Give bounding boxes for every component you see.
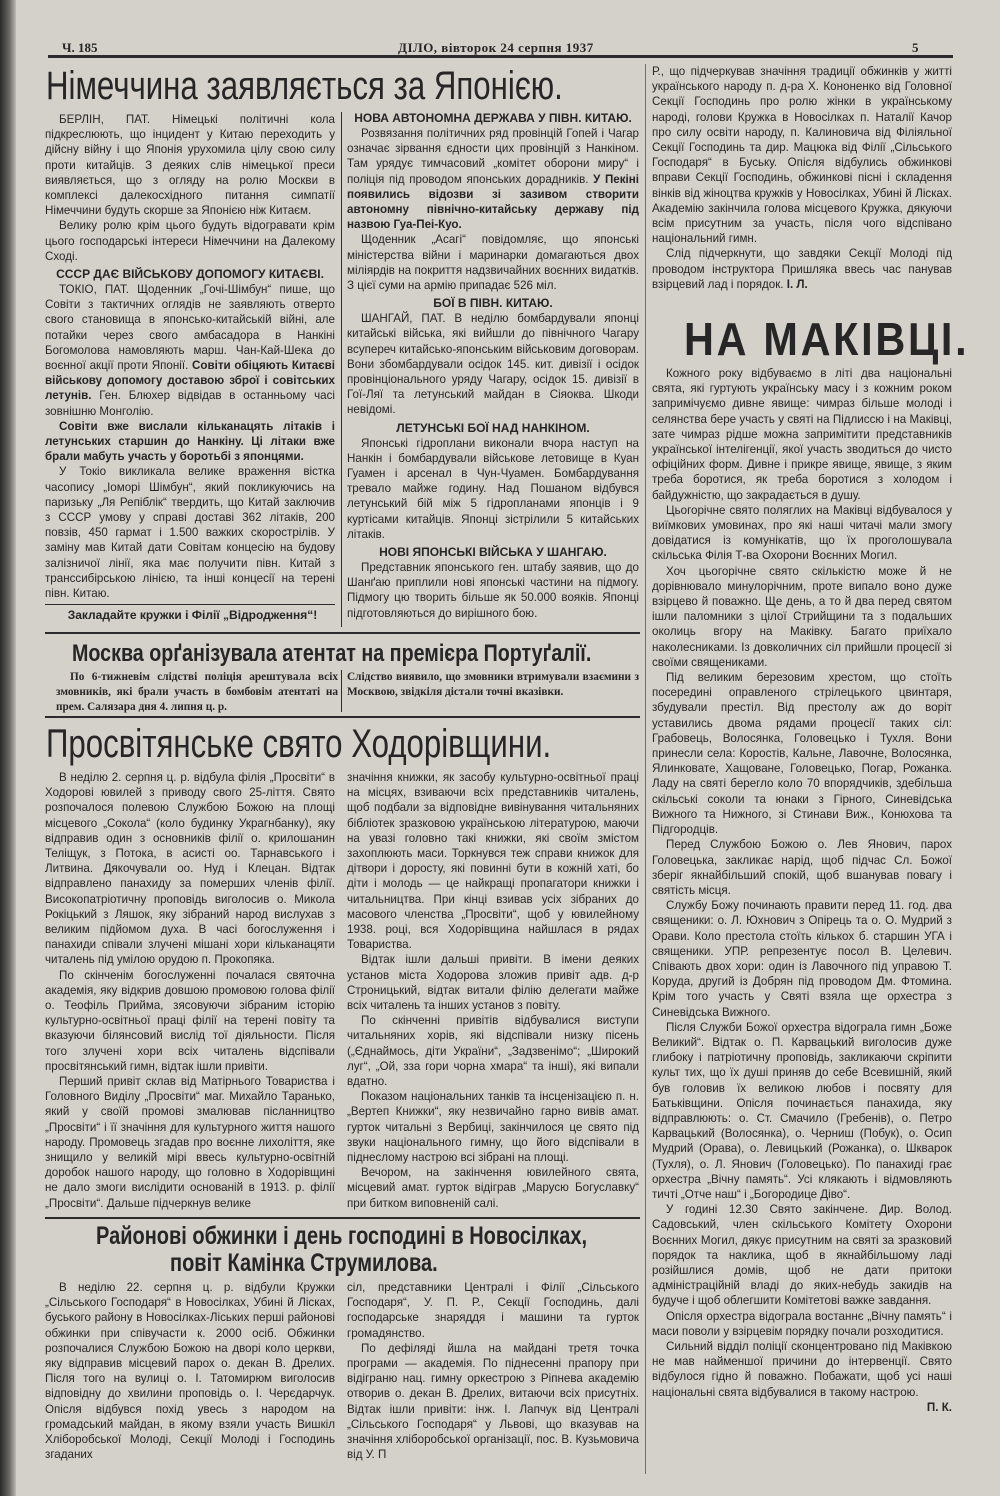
divider: [45, 604, 335, 605]
paragraph: По 6-тижневім слідстві поліція арештувала всіх змовників, які брали участь в бомбовім атентаті на прем. Салязара дня 4. липня ц. р.: [56, 671, 338, 714]
germany-column-left: [45, 112, 335, 612]
headline-moscow: Москва орґанізувала атентат на премієра Портуґалії.: [72, 640, 592, 667]
divider: [45, 716, 640, 718]
germany-column-right: [347, 108, 639, 628]
moscow-right: [347, 670, 639, 718]
paragraph: Щоденник „Асагі“ повідомляє, що японські міністерства війни і маринарки домагаються двох міліярдів на покриття надзвичайних воєнних видатків. З цієї суми на армію припадає 526 міл.: [347, 233, 639, 293]
paragraph: БЕРЛІН, ПАТ. Німецькі політичні кола підкреслюють, що інцидент у Китаю переходить у дійсну війну і що Японія урухомила цілу свою силу проти китайців. З деяких слів німецької преси виявляється, що з огляду на ролю Москви в комплексі далекосхідного питання симпатії Німеччини будуть скорше за Японією ніж Китаєм.: [45, 113, 335, 218]
paragraph: Хоч цьогорічне свято скількістю може й не дорівнювало минулорічним, проте випало воно дуже взірцево й поважно. Ще день, а то й два перед святом ішли паломники з цілої Стрийщини та з подальших околиць вгору на Маківку. Багато приїхало наколесниками. Із довколичних сіл прийшли процесії зі своїми священиками.: [652, 564, 952, 669]
paragraph: ШАНГАЙ, ПАТ. В неділю бомбардували японці китайські війська, які вийшли до північного Чагару всупереч китайсько-японським військовим договорам. Вони збомбардували осідок 145. кит. дивізії і осідок провінціонального уряду Чагару, осідок 15. дивізії в Гої-Ляї та летунський майдан в Сіяоква. Шкоди невідомі.: [347, 312, 639, 417]
paragraph: Після Служби Божої орхестра відограла гимн „Боже Великий“. Відтак о. П. Карвацький виголосив дуже глибоку і патріотичну проповідь, закликаючи скріпити культ тих, що їх душі приняв до себе Всевишній, який був головив їх великою любов і посвяту для Батьківщини. Опісля починається панахида, яку відправлюють: о. Ст. Смачило (Гребенів), о. Петро Карвацький (Волосянка), о. Черниш (Побук), о. Осип Мудрий (Орава), о. Левицький (Рожанка), о. Шкварок (Тухля), о. Л. Янович (Головецько). По панахиді грає орхестра „Вічну память“. Усі клякають і відмовляють тичті „Отче наш“ і „Богородице Діво“.: [652, 1020, 952, 1201]
column-rule: [341, 670, 342, 712]
obzhynky-continuation: [652, 64, 952, 304]
paragraph: Під великим березовим хрестом, що стоїть посередині оправленого стрілецького цвинтаря, збудували престіл. Від престолу аж до воріт уставились двома рядами процесії таких сіл: Грабовець, Волосянка, Головецько і Тухля. Вони принесли села: Коростів, Кальне, Лавочне, Волосянка, Ялинковате, Хащоване, Головецько, Погар, Рожанка. Ладу на святі берегло коло 70 впорядчиків, здебільша скільські соколи та юнаки з Гірного, Синевідська Вижного та Нижного, зі Стинави Виж., Конюхова та Підгородців.: [652, 671, 952, 837]
paragraph: Совіти вже вислали кільканацять літаків і летунських старшин до Нанкіну. Ці літаки вже брали мабуть участь у боротьбі з японцями.: [45, 419, 335, 464]
paragraph: Слідство виявило, що змовники втримували взаємини з Москвою, звідкіля дістали точні вказівки.: [347, 671, 639, 699]
divider: [45, 632, 640, 634]
paragraph: Сильний відділ поліції сконцентровано під Маківкою не мав найменшої причини до інтервенції. Свято відбулося гідно й поважно. Побажати, щоб усі наші національні свята відбувалися в такому настрою.: [652, 1340, 952, 1399]
bold-text: У Пекіні появились відозви зі зазивом створити автономну північно-китайську державу під назвою Гуа-Пеі-Куо.: [347, 172, 639, 232]
moscow-left: [56, 670, 338, 718]
paragraph: Перший привіт склав від Матірнього Товариства і Головного Виділу „Просвіти“ маг. Михайло Таранько, який у своїй промові змалював післанництво „Просвіти“ і її значіння для культурного життя нашого народу. Промовець згадав про воєнне лихоліття, яке знищило у великій мірі ввесь культурно-освітній доробок нашого народу, що головно в Ходорівщині не дало змоги вислідити основаній в 1913. р. філії „Просвіти“. Дальше підчеркнув велике: [45, 1075, 335, 1210]
obzhynky-column-right: [347, 1280, 639, 1475]
subheading: НОВА АВТОНОМНА ДЕРЖАВА У ПІВН. КИТАЮ.: [354, 111, 632, 125]
paragraph: Японські гідроплани виконали вчора наступ на Нанкін і бомбардували військове летовище в Куан Гуамен і арсенал в Чун-Чуамен. Бомбардування тревало майже годину. Над Пошаном відбувся летунський бій між 5 гідропланами японців і 9 куртісами китайців. Японці зістрілили 5 китайських літаків.: [347, 436, 639, 541]
headline-germany: Німеччина заявляється за Японією.: [46, 64, 563, 108]
subheading: ЛЕТУНСЬКІ БОЇ НАД НАНКІНОМ.: [396, 420, 590, 435]
paragraph: По скінченні привітів відбувалися виступи читальняних хорів, які відспівали низку пісень („Єднаймось, діти України“, „Задзвенімо“; „Широкий луг“, „Ой, зза гори чорна хмара“ та інші), які випали вдатно.: [347, 1014, 639, 1089]
headline-prosvita: Просвітянське свято Ходорівщини.: [46, 722, 552, 766]
paragraph: Опісля орхестра відограла востаннє „Вічну память“ і маси поволи у взірцевім порядку почали розходитися.: [652, 1309, 952, 1338]
paragraph: [347, 126, 639, 232]
paragraph: По скінченім богослуженні почалася святочна академія, яку відкрив довшою промовою голова філії о. Теофіль Прийма, зясовуючи зібраним історію культурно-освітньої праці філії на терені повіту та вказуючи білянсовий вислід тої діяльности. Після того злучені хори всіх читалень відспівали просвітянський гимн, відтак ішли привіти.: [45, 968, 335, 1073]
paragraph: Службу Божу починають правити перед 11. год. два священики: о. Л. Юхнович з Опірець та о. О. Мудрий з Орави. Коло престола стоїть кількох б. старшин УГА і священики. УПР. репрезентує посол В. Целевич. Співають двох хори: один із Лавочного під управою Т. Коруда, другий із Добрян під проводом Дм. Фтомина. Крім того участь у Святі взяла ще орхестра з Синевідська Вижного.: [652, 899, 952, 1019]
signature: І. Л.: [786, 277, 808, 291]
paragraph: Кожного року відбуваємо в літі два національні свята, які гуртують українську масу і з кожним роком запримічуємо дивне явище: чимраз більше молоді і селянства бере участь у святі на Підлиссю і на Маківці, зате чимраз рідше можна запримітити представників української інтелігенції, якої участь зводиться до чисто офіційних форм. Дивне і прикре явище, явище, з яким треба боротися, як треба боротися з холодом і байдужністю, що закрадається в душу.: [652, 367, 952, 502]
prosvita-column-right: [347, 770, 639, 1210]
scan-edge: [0, 0, 16, 1496]
slogan: Закладайте кружки і Філії „Відродження“!: [67, 608, 318, 622]
makivka-column: [652, 366, 952, 1478]
text: Слід підчеркнути, що завдяки Секції Молоді під проводом інструктора Пришляка ввесь час панував взірцевий лад і порядок.: [652, 247, 952, 291]
divider: [45, 1217, 640, 1219]
subheading: СССР ДАЄ ВІЙСЬКОВУ ДОПОМОГУ КИТАЄВІ.: [56, 267, 324, 282]
column-rule: [341, 112, 342, 627]
paragraph: Відтак ішли дальші привіти. В імени деяких установ міста Ходорова зложив привіт адв. д-р Строницький, відтак витали філію делегати майже всіх читалень та інших установ з повіту.: [347, 953, 639, 1013]
header-rule: [48, 55, 953, 58]
prosvita-column-left: [45, 770, 335, 1215]
paragraph: По дефіляді йшла на майдані третя точка програми — академія. По піднесенні прапору при відіграню нац. гимну оркестрою з Ріпнева академію отворив о. декан В. Дрелих, витаючи всіх присутніх. Відтак ішли привіти: інж. І. Лапчук від Централі „Сільського Господаря“ у Львові, що вказував на значіння хліборобської організації, пос. В. Кузьмовича від У. П: [347, 1341, 639, 1462]
column-rule: [645, 64, 646, 1474]
paragraph: Велику ролю крім цього будуть відогравати крім цього господарські інтереси Німеччини на Далекому Сході.: [45, 219, 335, 263]
bold-text: Совіти обіцяють Китаєві військову допомогу доставою зброї і совітських летунів.: [45, 359, 335, 403]
page-number: 5: [912, 40, 919, 55]
text: ТОКІО, ПАТ. Щоденник „Гочі-Шімбун“ пише, що Совіти з тактичних оглядів не заявляють отверто свого становища в японсько-китайській війні, але потайки через свого амбасадора в Нанкіні Богомолова намовляють марш. Чан-Кай-Шека до воєнної акції проти Японії.: [45, 283, 335, 373]
obzhynky-column-left: [45, 1280, 335, 1475]
headline-obzhynky-line1: Районові обжинки і день господині в Новосілках,: [96, 1222, 588, 1250]
paragraph: Цьогорічне свято поляглих на Маківці відбувалося у виїмкових умовинах, про які наші читачі мали змогу довідатися із комунікатів, що їх проголошувала скільська Філія Т-ва Охорони Воєнних Могил.: [652, 503, 952, 563]
paragraph: сіл, представники Централі і Філії „Сільського Господаря“, У. П. Р., Секції Господинь, далі господарське знаряддя і машини та гурток громадянство.: [347, 1281, 639, 1340]
signature: П. К.: [926, 1400, 952, 1414]
subheading: БОЇ В ПІВН. КИТАЮ.: [433, 296, 553, 311]
headline-makivka: НА МАКІВЦІ.: [684, 313, 970, 365]
paragraph: Представник японського ген. штабу заявив, що до Шанґаю приплили нові японські частини на підмогу. Підмогу цю творить більше як 50.000 вояків. Японці підготовляються до вирішного бою.: [347, 561, 639, 620]
paragraph: Вечором, на закінчення ювилейного свята, місцевий амат. гурток відіграв „Марусю Богуславку“ при битком виповненій салі.: [347, 1166, 639, 1210]
paragraph: Показом національних танків та інсценізацією п. н. „Вертеп Книжки“, яку незвичайно гарно вивів амат. гурток читальні з Вербиці, закінчилося це свято під звуки національного гимну, що його відспівали в піднеслому настрою всі зібрані на площі.: [347, 1090, 639, 1165]
paragraph: У Токіо викликала велике враження вістка часопису „Іоморі Шімбун“, який покликуючись на паризьку „Ля Репіблік“ твердить, що Китай заключив з СССР умову у справі доставі 362 літаків, 200 повзів, 450 гармат і 1.500 важких скорострілів. У заміну мав Китай дати Совітам концесію на будову залізничої лінії, яка має получити півн. Китай з транссибірською лінією, та інші концесії на терені півн. Китаю.: [45, 465, 335, 601]
text: Розвязання політичних ряд провінцій Гопей і Чагар означає зірвання єдности цих провінцій з Нанкіном. Там урядує тимчасовий „комітет оборони миру“ і поліція під проводом японських дорадників.: [347, 127, 639, 186]
headline-obzhynky-line2: повіт Камінка Струмилова.: [170, 1249, 438, 1277]
paragraph: В неділю 22. серпня ц. р. відбули Кружки „Сільського Господаря“ в Новосілках, Убині й Лісках, буського району в Новосілках-Ліських перші районові обжинки при співучасти к. 2000 осіб. Обжинки розпочалися Службою Божою на дворі коло церкви, яку відправив місцевий парох о. декан В. Дрелих. Після того на вулиці о. І. Татомирюм виголосив відповідну до хвилини проповідь о. І. Черєдарчук. Опісля відбувся похід увесь з народом на громадський майдан, в якому взяли участь Вишкіл Хліборобської Молоді, Секції Молоді і Господинь згаданих: [45, 1281, 335, 1462]
paragraph: [652, 246, 952, 292]
paragraph: значіння книжки, як засобу культурно-освітньої праці на місцях, взиваючи всіх представників читалень, щоб подбали за відповідне вивінування читальняних бібліотек зразковою українською літературою, маючи на увазі головно такі книжки, які своїм змістом захоплюють маси. Торкнувся теж справи книжок для дітвори і доросту, які повинні бути в кожній хаті, бо діти і молодь — це найкращі пропагатори книжки і читальництва. При кінці взивав усіх зібраних до масового членства „Просвіти“, щоб у ювилейному 1938. році, вся Ходорівщина найшлася в рядах Товариства.: [347, 771, 639, 952]
subheading: НОВІ ЯПОНСЬКІ ВІЙСЬКА У ШАНГАЮ.: [379, 545, 607, 560]
text: Ген. Блюхер відвідав в останньому часі зовнішню Монголію.: [45, 389, 335, 418]
paragraph: Перед Службою Божою о. Лев Янович, парох Головецька, закликає нарід, щоб підчас Сл. Божої зберіг якнайбільший спокій, щоб вшанував повагу і святість місця.: [652, 838, 952, 897]
paragraph: В неділю 2. серпня ц. р. відбула філія „Просвіти“ в Ходорові ювилей з приводу свого 25-ліття. Свято розпочалося полевою Службою Божою на площі місцевого „Сокола“ (коло будинку Украгнбанку), яку відправив один з основників філії о. крилошанин Теліщук, з Потока, в асисті оо. Тарнавського і Литвина. Дякочували оо. Нуд і Клецан. Відтак відправлено панахиду за помершиx членів філії. Високопатріотичну проповідь виголосив о. Микола Рокіцький з Ляшок, яку зібраний народ вислухав з великим підйомом духа. В часі богослуження і панахиди співали злучені мішані хори кільканацяти читалень під умілою орудою п. Прокопяка.: [45, 771, 335, 967]
paragraph: Р., що підчеркував значіння традиції обжинків у житті українського народу п. д-ра Х. Кононенко від Головної Секції Господинь про ролю жінки в українському народі, голови Кружка в Новосілках п. Наталії Качор про силу освіти народу, п. Калиновича від Філіяльної Секції Господинь та дир. Мацюка від Філії „Сільського Господаря“ в Буську. Опісля відбулись обжинкові вправи Секції Господинь, обжинкові пісні і складення вінків від жіноцтва кружків у Новосілках, Убині й Лісках. Академію закінчила голова місцевого Кружка, дякуючи всім присутним за участь, після чого відспівано національний гимн.: [652, 65, 952, 246]
issue-number: Ч. 185: [62, 40, 98, 55]
paragraph: У годині 12.30 Свято закінчене. Дир. Волод. Садовський, член скільського Комітету Охорони Воєнних Могил, дякує присутним на святі за зразковий порядок та наклика, щоб в якнайбільшому ладі розійшлися домів, щоб не дати притоки адміністраційній владі до яких-небудь закидів на будуче і щоб облегшити Комітетові важке завдання.: [652, 1203, 952, 1308]
paragraph: [45, 282, 335, 419]
masthead-date: ДІЛО, вівторок 24 серпня 1937: [398, 40, 594, 55]
